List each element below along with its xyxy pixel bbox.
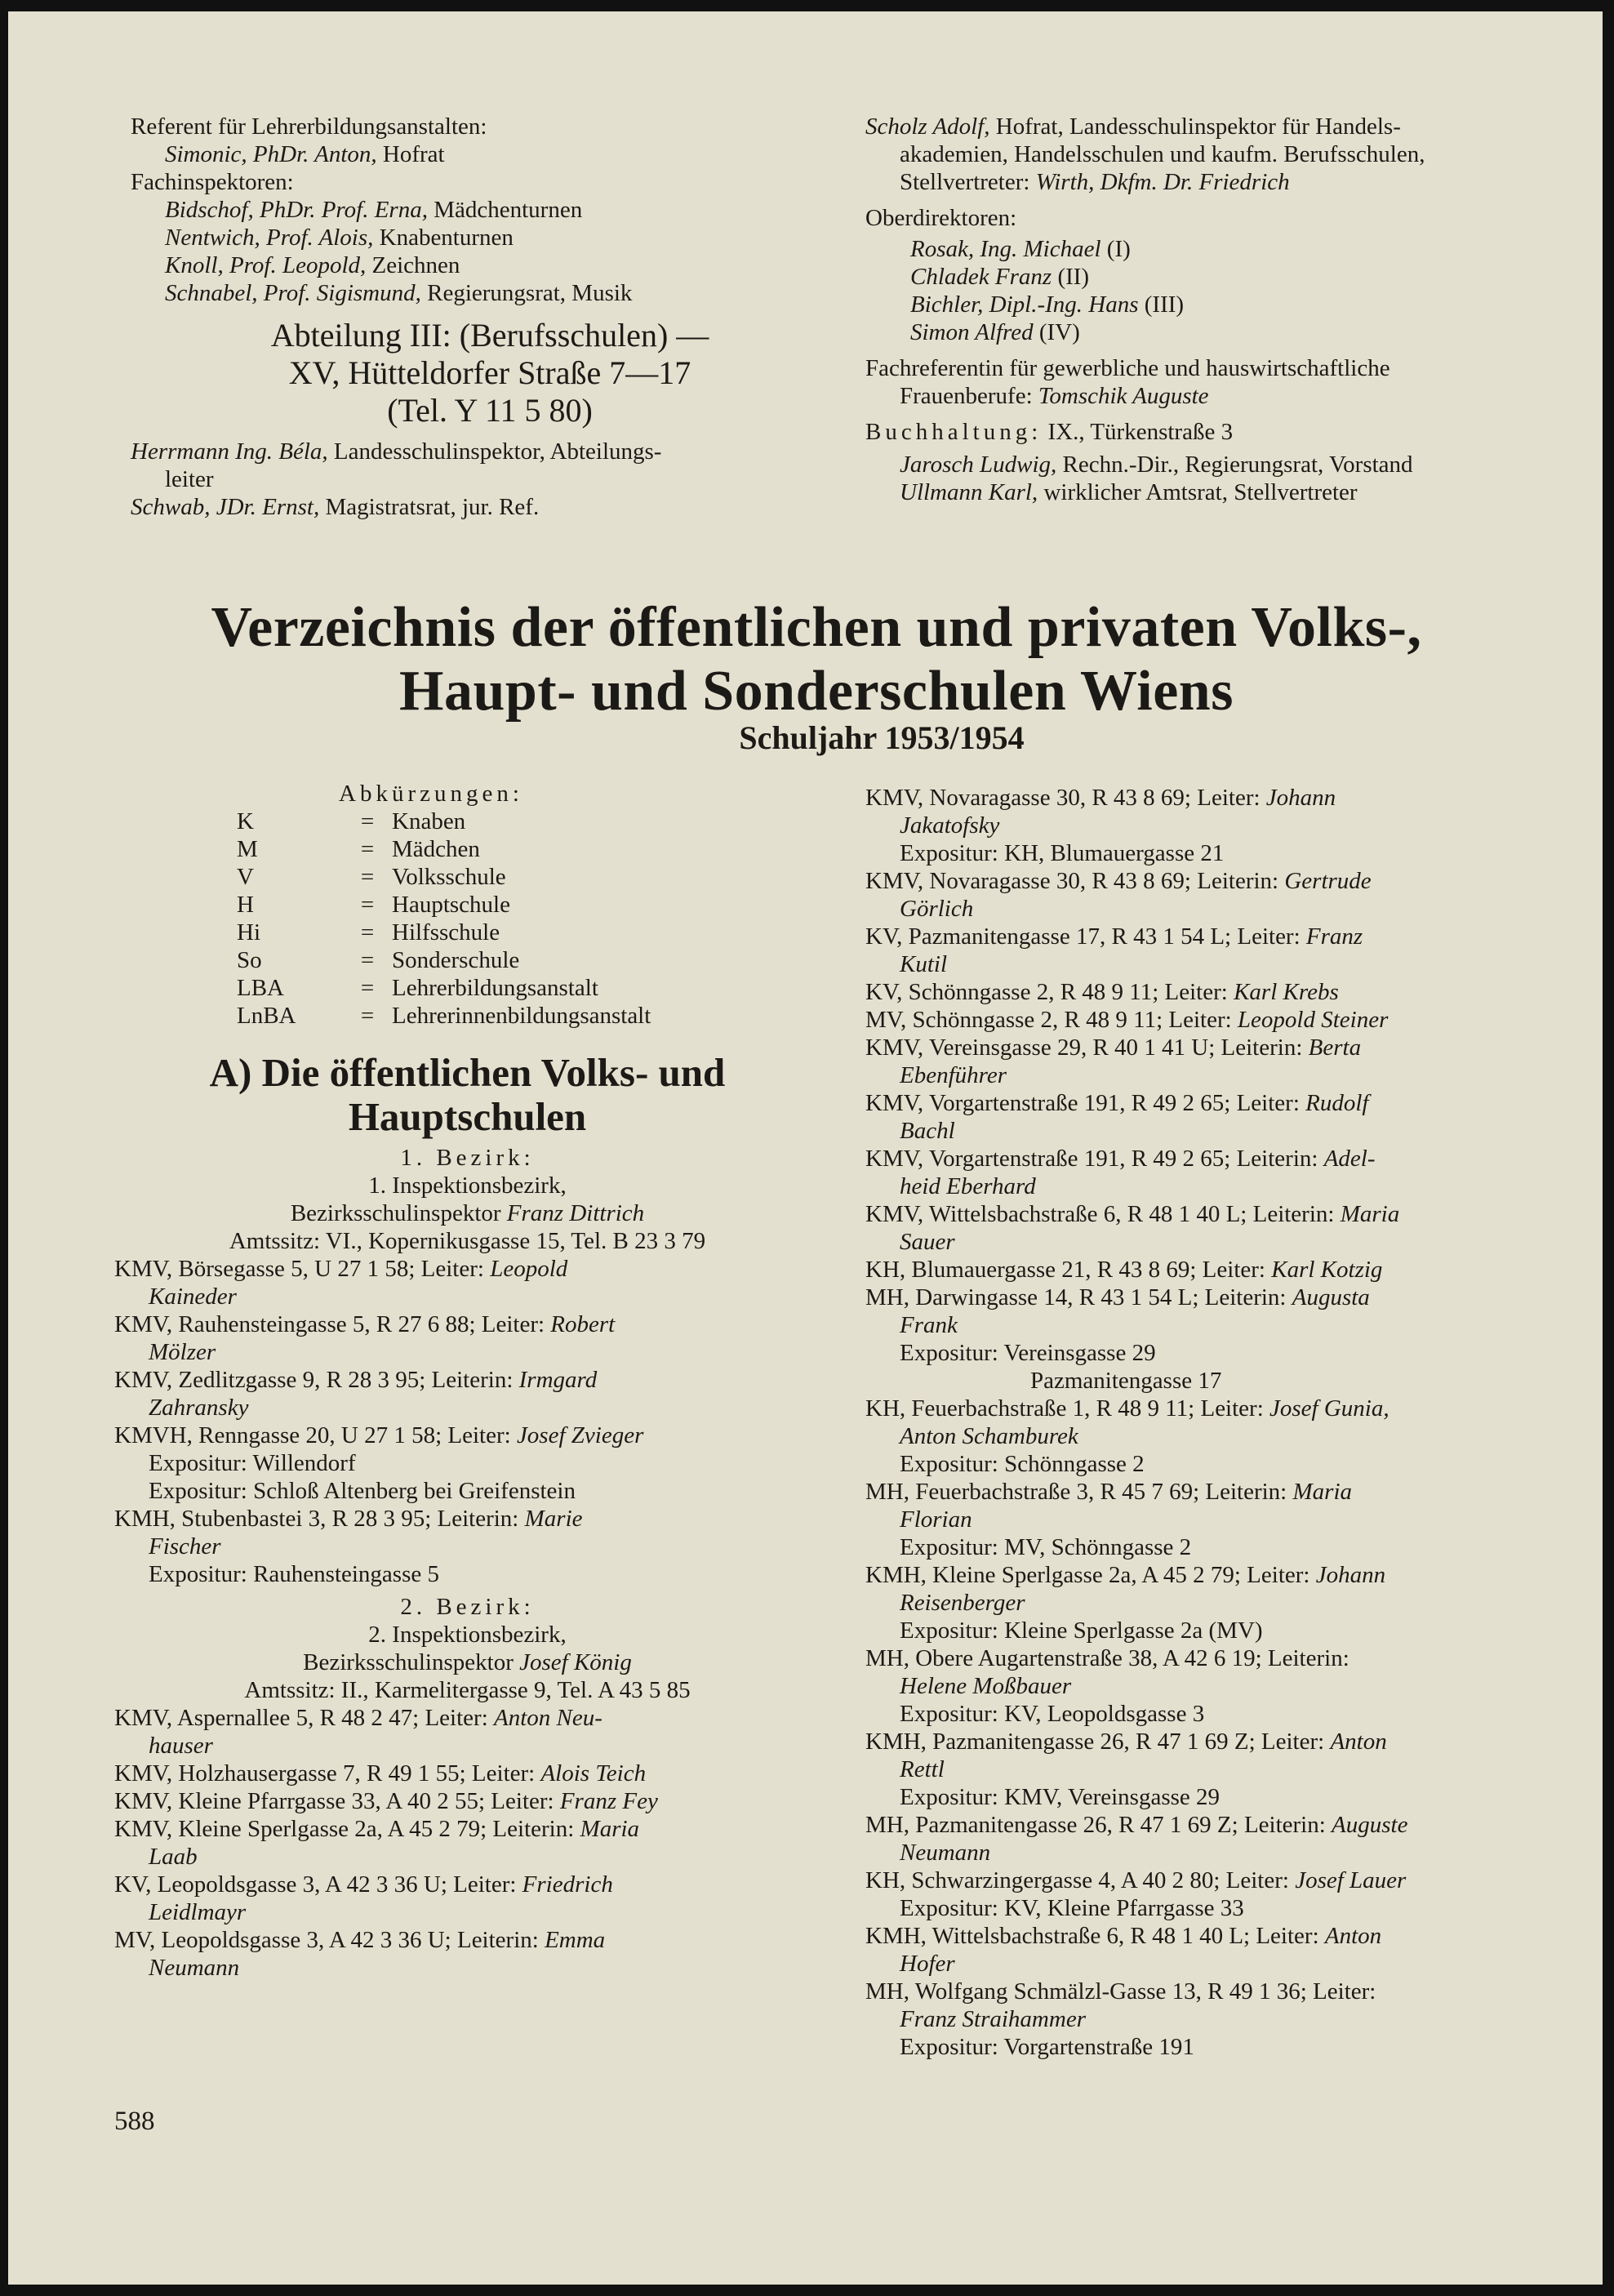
school-entry: KMV, Vorgartenstraße 191, R 49 2 65; Leiterin: Adel- bbox=[865, 1146, 1376, 1172]
abbr-value: Sonderschule bbox=[392, 947, 520, 973]
school-entry: KMH, Kleine Sperlgasse 2a, A 45 2 79; Leiter: Johann bbox=[865, 1562, 1386, 1588]
abbr-key: LnBA bbox=[237, 1003, 296, 1029]
school-entry-cont: Frank bbox=[900, 1312, 958, 1338]
abbr-key: H bbox=[237, 892, 254, 918]
school-entry: KMV, Zedlitzgasse 9, R 28 3 95; Leiterin: Irmgard bbox=[114, 1367, 598, 1393]
expositur-line: Expositur: MV, Schönngasse 2 bbox=[900, 1534, 1192, 1560]
fachinspektor-entry: Bidschof, PhDr. Prof. Erna, Mädchenturnen bbox=[165, 197, 583, 223]
school-entry-cont: Ebenführer bbox=[900, 1062, 1007, 1088]
school-entry-cont: Görlich bbox=[900, 896, 974, 922]
expositur-line: Expositur: Vorgartenstraße 191 bbox=[900, 2034, 1194, 2060]
abbr-value: Hauptschule bbox=[392, 892, 510, 918]
abbr-key: V bbox=[237, 864, 254, 890]
oberdirektor-entry: Bichler, Dipl.-Ing. Hans (III) bbox=[910, 291, 1185, 318]
school-entry-cont: Bachl bbox=[900, 1118, 955, 1144]
abbr-value: Hilfsschule bbox=[392, 919, 500, 946]
expositur-line: Expositur: KV, Kleine Pfarrgasse 33 bbox=[900, 1895, 1244, 1921]
bezirk-2-heading: 2. Bezirk: bbox=[400, 1594, 535, 1620]
school-entry: KMVH, Renngasse 20, U 27 1 58; Leiter: Josef Zvieger bbox=[114, 1422, 644, 1448]
school-entry: MH, Pazmanitengasse 26, R 47 1 69 Z; Leiterin: Auguste bbox=[865, 1812, 1408, 1838]
school-entry: MV, Leopoldsgasse 3, A 42 3 36 U; Leiterin: Emma bbox=[114, 1927, 606, 1953]
school-entry: MH, Darwingasse 14, R 43 1 54 L; Leiterin: Augusta bbox=[865, 1284, 1370, 1310]
school-entry: KMV, Vereinsgasse 29, R 40 1 41 U; Leiterin: Berta bbox=[865, 1035, 1362, 1061]
fachinspektor-entry: Schnabel, Prof. Sigismund, Regierungsrat, Musik bbox=[165, 280, 633, 306]
school-entry-cont: Neumann bbox=[900, 1840, 991, 1866]
abbr-key: So bbox=[237, 947, 262, 973]
school-entry: KMV, Kleine Pfarrgasse 33, A 40 2 55; Leiter: Franz Fey bbox=[114, 1788, 658, 1814]
oberdirektor-entry: Simon Alfred (IV) bbox=[910, 319, 1080, 345]
school-entry-cont: Helene Moßbauer bbox=[900, 1673, 1072, 1699]
abbr-key: K bbox=[237, 808, 254, 834]
school-entry-cont: Anton Schamburek bbox=[900, 1423, 1078, 1449]
school-entry: KMH, Pazmanitengasse 26, R 47 1 69 Z; Leiter: Anton bbox=[865, 1729, 1387, 1755]
school-entry: KH, Feuerbachstraße 1, R 48 9 11; Leiter: Josef Gunia, bbox=[865, 1395, 1389, 1422]
abbr-key: M bbox=[237, 836, 258, 862]
abbr-key: Hi bbox=[237, 919, 260, 946]
school-entry-cont: Leidlmayr bbox=[149, 1899, 247, 1925]
school-entry: KMH, Stubenbastei 3, R 28 3 95; Leiterin: Marie bbox=[114, 1506, 583, 1532]
school-entry-cont: Fischer bbox=[149, 1533, 221, 1560]
school-entry-cont: Neumann bbox=[149, 1955, 240, 1981]
school-entry: KMV, Holzhausergasse 7, R 49 1 55; Leiter: Alois Teich bbox=[114, 1760, 647, 1787]
expositur-line: Expositur: KH, Blumauergasse 21 bbox=[900, 840, 1225, 866]
fachreferentin-entry-cont: Frauenberufe: Tomschik Auguste bbox=[900, 383, 1209, 409]
school-entry: KMV, Aspernallee 5, R 48 2 47; Leiter: Anton Neu- bbox=[114, 1705, 602, 1731]
title-line-1: Verzeichnis der öffentlichen und privaten Volks-, bbox=[211, 596, 1422, 659]
school-entry-cont: Sauer bbox=[900, 1229, 955, 1255]
school-entry: MH, Feuerbachstraße 3, R 45 7 69; Leiterin: Maria bbox=[865, 1479, 1352, 1505]
school-entry-cont: heid Eberhard bbox=[900, 1173, 1036, 1199]
ullmann-entry: Ullmann Karl, wirklicher Amtsrat, Stellvertreter bbox=[900, 479, 1358, 505]
school-entry: KMV, Novaragasse 30, R 43 8 69; Leiterin: Gertrude bbox=[865, 868, 1372, 894]
expositur-line: Expositur: Willendorf bbox=[149, 1450, 356, 1476]
scholz-stellvertreter: Stellvertreter: Wirth, Dkfm. Dr. Friedrich bbox=[900, 169, 1290, 195]
abbr-value: Volksschule bbox=[392, 864, 506, 890]
abbreviations-table: K = Knaben M = Mädchen V = Volksschule H = Hauptschule Hi = Hilfsschule So = Sonderschule LBA = Lehrerbildungsanstalt LnBA = Lehrerinnenbildungsanstalt bbox=[114, 808, 820, 1030]
bezirk-2-inspektion: 2. Inspektionsbezirk, bbox=[368, 1622, 567, 1648]
bezirk-1-inspector: Bezirksschulinspektor Franz Dittrich bbox=[290, 1200, 645, 1226]
abteilung-address: XV, Hütteldorfer Straße 7—17 bbox=[288, 354, 691, 391]
bezirk-2-amtssitz: Amtssitz: II., Karmelitergasse 9, Tel. A 43 5 85 bbox=[244, 1677, 691, 1703]
school-entry: KV, Leopoldsgasse 3, A 42 3 36 U; Leiter: Friedrich bbox=[114, 1871, 613, 1898]
school-entry-cont: hauser bbox=[149, 1733, 213, 1759]
oberdirektor-entry: Chladek Franz (II) bbox=[910, 264, 1090, 290]
schwab-entry: Schwab, JDr. Ernst, Magistratsrat, jur. Ref. bbox=[131, 494, 540, 520]
school-entry-cont: Laab bbox=[149, 1844, 198, 1870]
fachinspektoren-label: Fachinspektoren: bbox=[131, 169, 294, 195]
expositur-line: Expositur: Kleine Sperlgasse 2a (MV) bbox=[900, 1617, 1263, 1644]
jarosch-entry: Jarosch Ludwig, Rechn.-Dir., Regierungsrat, Vorstand bbox=[900, 452, 1413, 478]
page-number: 588 bbox=[114, 2107, 155, 2136]
school-entry: MH, Wolfgang Schmälzl-Gasse 13, R 49 1 36; Leiter: bbox=[865, 1978, 1376, 2005]
school-entry-cont: Franz Straihammer bbox=[900, 2006, 1086, 2032]
school-entry-cont: Reisenberger bbox=[900, 1590, 1025, 1616]
referent-label: Referent für Lehrerbildungsanstalten: bbox=[131, 113, 487, 140]
title-line-2: Haupt- und Sonderschulen Wiens bbox=[399, 660, 1234, 723]
school-entry: KMV, Novaragasse 30, R 43 8 69; Leiter: Johann bbox=[865, 785, 1336, 811]
fachinspektor-entry: Knoll, Prof. Leopold, Zeichnen bbox=[165, 252, 460, 278]
expositur-line: Expositur: Vereinsgasse 29 bbox=[900, 1340, 1156, 1366]
bezirk-1-heading: 1. Bezirk: bbox=[400, 1145, 535, 1171]
abteilung-phone: (Tel. Y 11 5 80) bbox=[387, 392, 593, 429]
school-entry: KMH, Wittelsbachstraße 6, R 48 1 40 L; Leiter: Anton bbox=[865, 1923, 1382, 1949]
school-entry: KH, Blumauergasse 21, R 43 8 69; Leiter: Karl Kotzig bbox=[865, 1257, 1383, 1283]
fachinspektor-entry: Nentwich, Prof. Alois, Knabenturnen bbox=[165, 225, 514, 251]
referent-entry: Simonic, PhDr. Anton, Hofrat bbox=[165, 141, 445, 167]
abbr-value: Lehrerbildungsanstalt bbox=[392, 975, 598, 1001]
school-entry-cont: Mölzer bbox=[149, 1339, 216, 1365]
expositur-line: Expositur: Rauhensteingasse 5 bbox=[149, 1561, 440, 1587]
school-entry: KV, Schönngasse 2, R 48 9 11; Leiter: Karl Krebs bbox=[865, 979, 1339, 1005]
expositur-line: Expositur: KV, Leopoldsgasse 3 bbox=[900, 1701, 1205, 1727]
abteilung-heading: Abteilung III: (Berufsschulen) — bbox=[270, 317, 709, 354]
school-entry: KMV, Börsegasse 5, U 27 1 58; Leiter: Leopold bbox=[114, 1256, 568, 1282]
expositur-line: Expositur: KMV, Vereinsgasse 29 bbox=[900, 1784, 1221, 1810]
section-a-heading: A) Die öffentlichen Volks- und Hauptschulen bbox=[209, 1050, 726, 1139]
abbreviations-heading: Abkürzungen: bbox=[339, 781, 523, 807]
school-entry-cont: Rettl bbox=[900, 1756, 945, 1782]
expositur-line: Expositur: Schönngasse 2 bbox=[900, 1451, 1145, 1477]
school-entry: KH, Schwarzingergasse 4, A 40 2 80; Leiter: Josef Lauer bbox=[865, 1867, 1407, 1893]
school-entry-cont: Zahransky bbox=[149, 1395, 249, 1421]
school-entry-cont: Hofer bbox=[900, 1951, 955, 1977]
bezirk-2-inspector: Bezirksschulinspektor Josef König bbox=[303, 1649, 632, 1675]
expositur-line: Pazmanitengasse 17 bbox=[1030, 1368, 1222, 1394]
school-entry: KV, Pazmanitengasse 17, R 43 1 54 L; Leiter: Franz bbox=[865, 923, 1363, 950]
school-entry: KMV, Kleine Sperlgasse 2a, A 45 2 79; Leiterin: Maria bbox=[114, 1816, 640, 1842]
school-entry: MH, Obere Augartenstraße 38, A 42 6 19; Leiterin: bbox=[865, 1645, 1349, 1671]
school-entry-cont: Jakatofsky bbox=[900, 812, 1000, 839]
expositur-line: Expositur: Schloß Altenberg bei Greifenstein bbox=[149, 1478, 576, 1504]
school-entry: KMV, Rauhensteingasse 5, R 27 6 88; Leiter: Robert bbox=[114, 1311, 616, 1337]
herrmann-entry: Herrmann Ing. Béla, Landesschulinspektor, Abteilungs- bbox=[131, 438, 662, 465]
scholz-entry-cont: akademien, Handelsschulen und kaufm. Berufsschulen, bbox=[900, 141, 1425, 167]
buchhaltung-entry: Buchhaltung: IX., Türkenstraße 3 bbox=[865, 419, 1234, 445]
bezirk-1-amtssitz: Amtssitz: VI., Kopernikusgasse 15, Tel. B 23 3 79 bbox=[229, 1228, 706, 1254]
bezirk-1-inspektion: 1. Inspektionsbezirk, bbox=[368, 1172, 567, 1199]
oberdirektor-entry: Rosak, Ing. Michael (I) bbox=[910, 236, 1131, 262]
abbr-value: Mädchen bbox=[392, 836, 480, 862]
school-entry: KMV, Wittelsbachstraße 6, R 48 1 40 L; Leiterin: Maria bbox=[865, 1201, 1400, 1227]
school-year-subtitle: Schuljahr 1953/1954 bbox=[739, 719, 1025, 756]
oberdirektoren-label: Oberdirektoren: bbox=[865, 205, 1017, 231]
school-entry: KMV, Vorgartenstraße 191, R 49 2 65; Leiter: Rudolf bbox=[865, 1090, 1369, 1116]
herrmann-entry-cont: leiter bbox=[165, 466, 214, 492]
abbr-value: Knaben bbox=[392, 808, 466, 834]
scholz-entry: Scholz Adolf, Hofrat, Landesschulinspektor für Handels- bbox=[865, 113, 1401, 140]
school-entry-cont: Kaineder bbox=[149, 1284, 237, 1310]
school-entry: MV, Schönngasse 2, R 48 9 11; Leiter: Leopold Steiner bbox=[865, 1007, 1389, 1033]
fachreferentin-entry: Fachreferentin für gewerbliche und hauswirtschaftliche bbox=[865, 355, 1390, 381]
abbr-key: LBA bbox=[237, 975, 284, 1001]
school-entry-cont: Florian bbox=[900, 1506, 972, 1533]
abbr-value: Lehrerinnenbildungsanstalt bbox=[392, 1003, 651, 1029]
school-entry-cont: Kutil bbox=[900, 951, 948, 977]
